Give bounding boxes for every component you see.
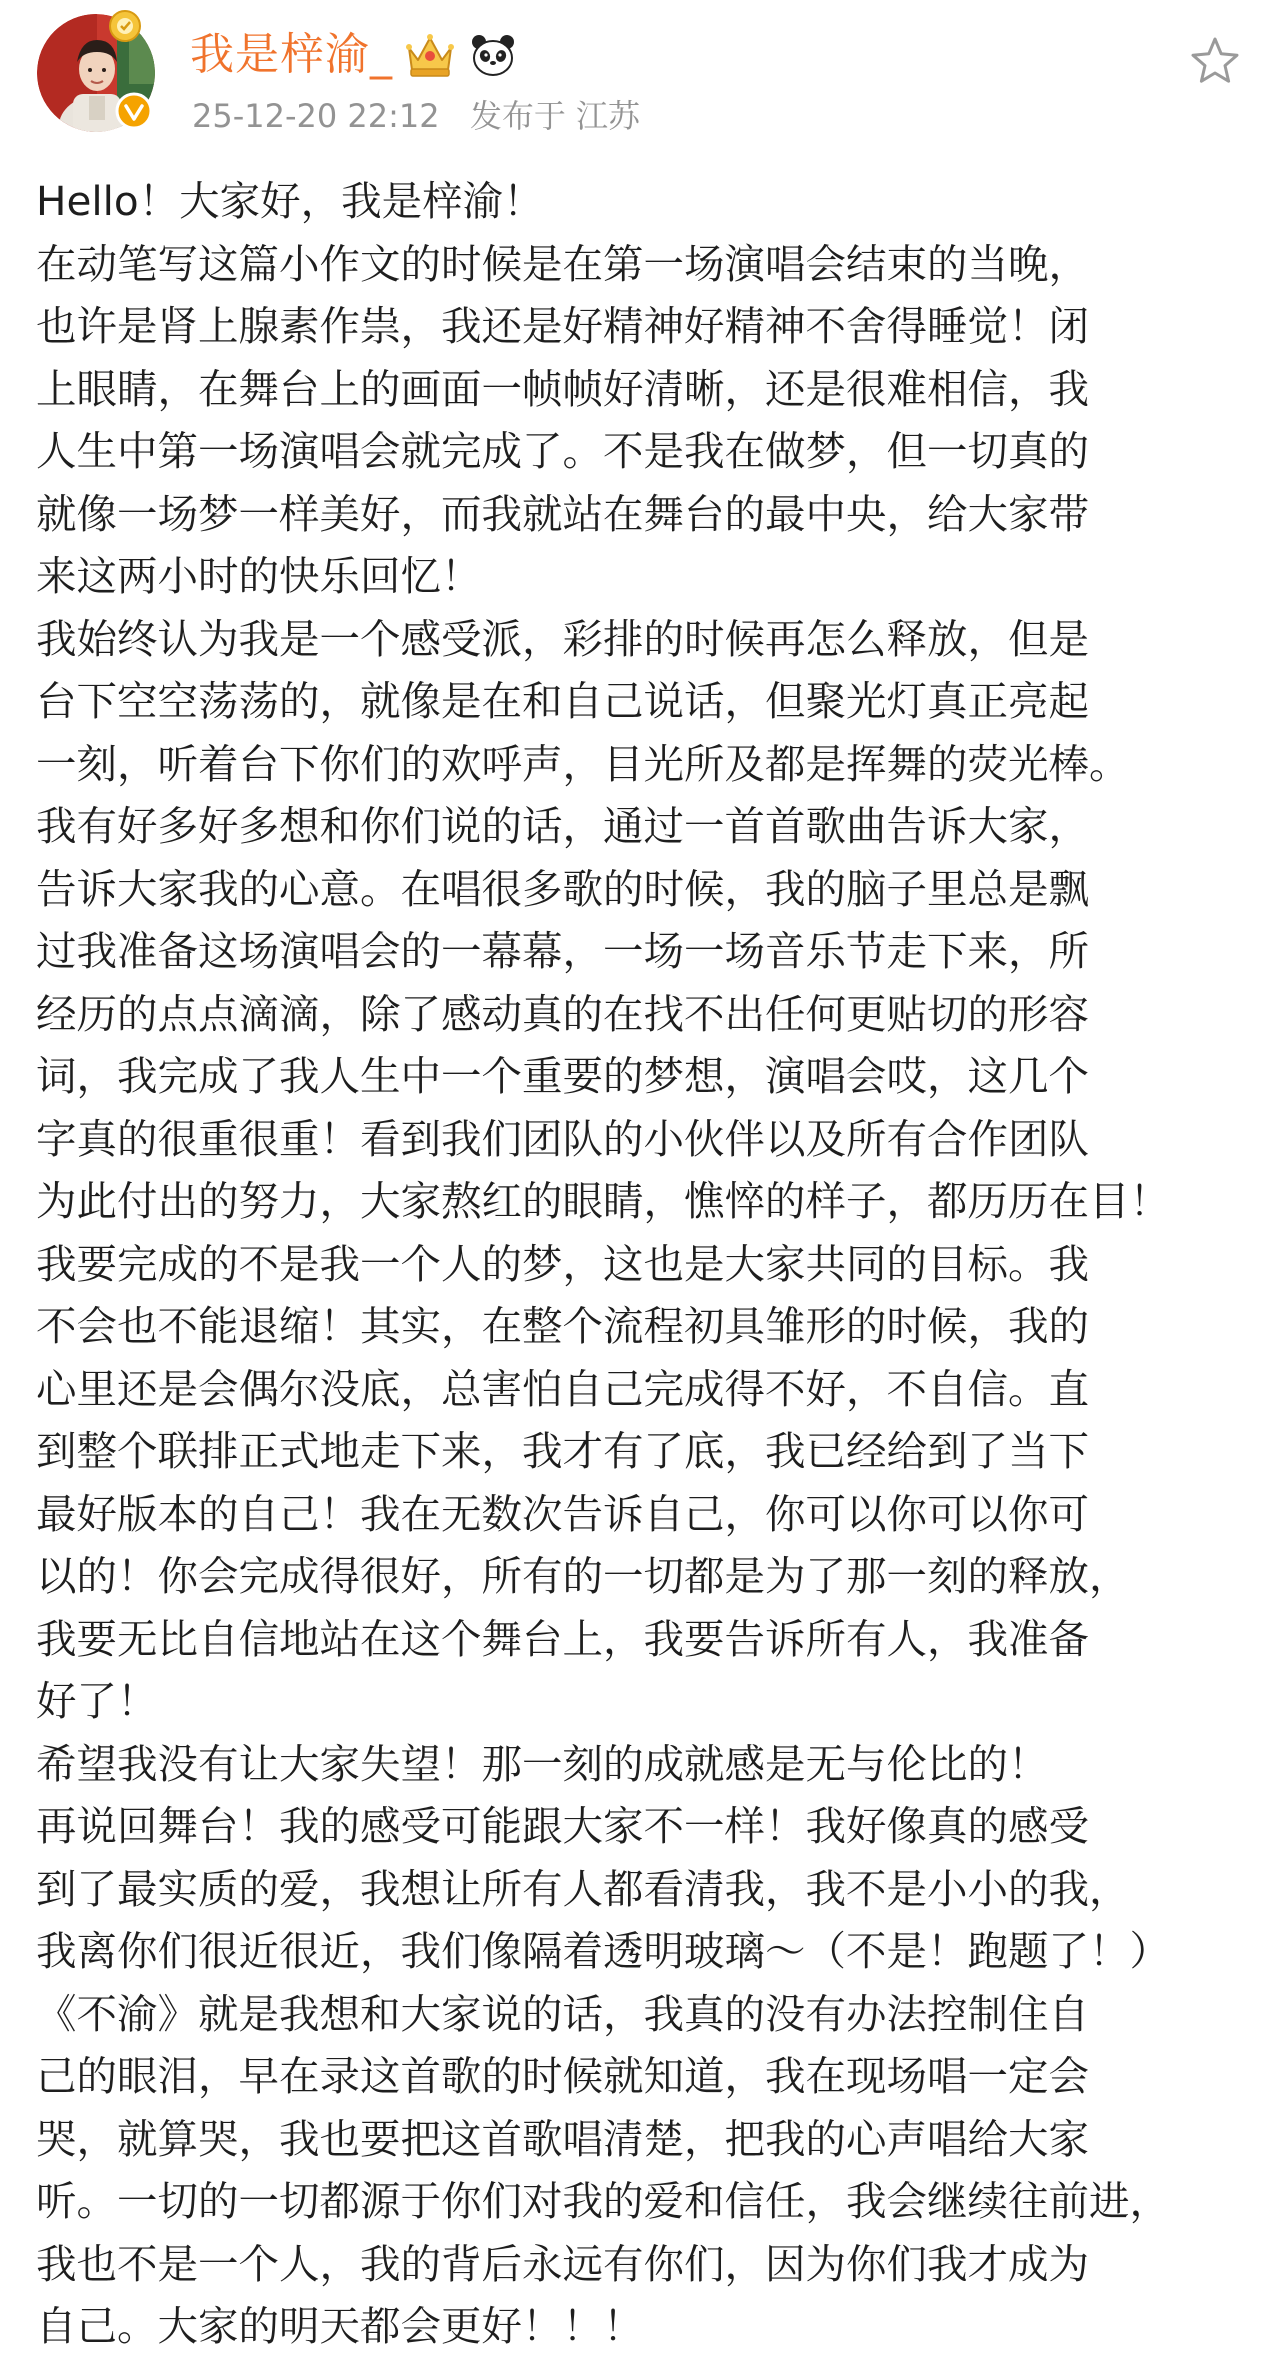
post-text-line: 就像一场梦一样美好，而我就站在舞台的最中央，给大家带: [36, 489, 1089, 538]
post-text-line: 听。一切的一切都源于你们对我的爱和信任，我会继续往前进，: [36, 2177, 1170, 2225]
post-text-line: 己的眼泪，早在录这首歌的时候就知道，我在现场唱一定会: [36, 2052, 1089, 2100]
username-row: [190, 26, 517, 84]
post-text-line: 再说回舞台！我的感受可能跟大家不一样！我好像真的感受: [36, 1802, 1089, 1850]
post-body: [36, 170, 1256, 2358]
post-text-line: 以的！你会完成得很好，所有的一切都是为了那一刻的释放，: [36, 1552, 1130, 1600]
avatar-container[interactable]: [37, 14, 155, 132]
post-meta: [192, 94, 640, 138]
post-timestamp: 25-12-20 22:12: [192, 97, 440, 135]
fan-badge-icon: [107, 8, 143, 44]
post-text-line: 到整个联排正式地走下来，我才有了底，我已经给到了当下: [36, 1427, 1089, 1475]
post-text-line: 来这两小时的快乐回忆！: [36, 552, 482, 600]
post-text-line: 台下空空荡荡的，就像是在和自己说话，但聚光灯真正亮起: [36, 677, 1089, 725]
post-text-line: 最好版本的自己！我在无数次告诉自己，你可以你可以你可: [36, 1489, 1089, 1538]
star-outline-icon: [1188, 34, 1242, 88]
post-text-line: 上眼睛，在舞台上的画面一帧帧好清晰，还是很难相信，我: [36, 364, 1089, 413]
post-text-line: 我要无比自信地站在这个舞台上，我要告诉所有人，我准备: [36, 1614, 1089, 1663]
post-text-line: 我要完成的不是我一个人的梦，这也是大家共同的目标。我: [36, 1239, 1089, 1288]
verified-icon: [115, 92, 153, 130]
post-text-line: 哭，就算哭，我也要把这首歌唱清楚，把我的心声唱给大家: [36, 2114, 1089, 2163]
post-text-line: Hello！大家好，我是梓渝！: [36, 177, 544, 225]
post-text-line: 过我准备这场演唱会的一幕幕，一场一场音乐节走下来，所: [36, 927, 1089, 975]
post-text-line: 我离你们很近很近，我们像隔着透明玻璃～（不是！跑题了！）: [36, 1927, 1170, 1975]
panda-icon: [469, 31, 517, 79]
post-text-line: 词，我完成了我人生中一个重要的梦想，演唱会哎，这几个: [36, 1052, 1089, 1100]
post-text-line: 也许是肾上腺素作祟，我还是好精神好精神不舍得睡觉！闭: [36, 302, 1089, 350]
post-text-line: 我始终认为我是一个感受派，彩排的时候再怎么释放，但是: [36, 614, 1089, 663]
post-text-line: 我也不是一个人，我的背后永远有你们，因为你们我才成为: [36, 2239, 1089, 2288]
post-header: [0, 0, 1280, 170]
post-text-line: 不会也不能退缩！其实，在整个流程初具雏形的时候，我的: [36, 1302, 1089, 1350]
post-text-line: 字真的很重很重！看到我们团队的小伙伴以及所有合作团队: [36, 1114, 1089, 1163]
post-text-line: 经历的点点滴滴，除了感动真的在找不出任何更贴切的形容: [36, 989, 1089, 1038]
post-text-line: 人生中第一场演唱会就完成了。不是我在做梦，但一切真的: [36, 427, 1089, 475]
post-text-line: 好了！: [36, 1677, 158, 1725]
post-text-line: 自己。大家的明天都会更好！！！: [36, 2302, 644, 2350]
post-text-line: 《不渝》就是我想和大家说的话，我真的没有办法控制住自: [36, 1989, 1089, 2038]
post-text-line: 心里还是会偶尔没底，总害怕自己完成得不好，不自信。直: [36, 1364, 1089, 1413]
post-text-line: 在动笔写这篇小作文的时候是在第一场演唱会结束的当晚，: [36, 239, 1089, 288]
post-location: 发布于 江苏: [469, 97, 640, 135]
post-text-line: 到了最实质的爱，我想让所有人都看清我，我不是小小的我，: [36, 1864, 1130, 1913]
post-text-line: 告诉大家我的心意。在唱很多歌的时候，我的脑子里总是飘: [36, 864, 1089, 913]
post-text-line: 一刻，听着台下你们的欢呼声，目光所及都是挥舞的荧光棒。: [36, 739, 1130, 788]
post-text-line: 为此付出的努力，大家熬红的眼睛，憔悴的样子，都历历在目！: [36, 1177, 1170, 1225]
post-text-line: 我有好多好多想和你们说的话，通过一首首歌曲告诉大家，: [36, 802, 1089, 850]
username[interactable]: 我是梓渝_: [190, 29, 393, 80]
favorite-button[interactable]: [1188, 34, 1242, 88]
crown-icon: [403, 30, 457, 80]
post-text-line: 希望我没有让大家失望！那一刻的成就感是无与伦比的！: [36, 1739, 1049, 1788]
